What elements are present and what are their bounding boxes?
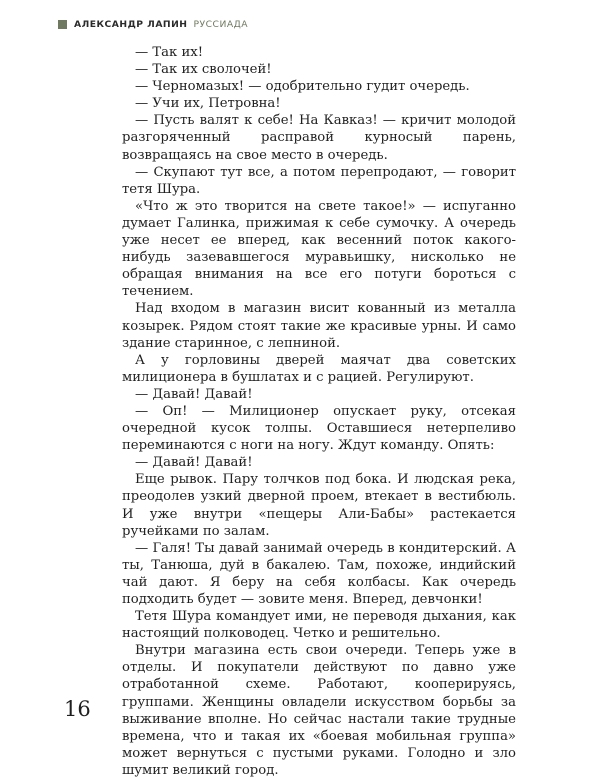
header-square-icon	[58, 20, 67, 29]
paragraph: Еще рывок. Пару толчков под бока. И людская река, преодолев узкий дверной проем, втекает в вестибюль. И уже внутри «пещеры Али-Бабы» растекается ручейками по залам.	[122, 472, 516, 539]
paragraph: — Так их сволочей!	[135, 62, 272, 78]
paragraph: А у горловины дверей маячат два советских милиционера в бушлатах и с рацией. Регулируют.	[122, 352, 516, 385]
paragraph: Тетя Шура командует ими, не переводя дыхания, как настоящий полководец. Четко и решительно.	[122, 609, 516, 642]
paragraph: — Скупают тут все, а потом перепродают, — говорит тетя Шура.	[122, 164, 516, 197]
paragraph: — Давай! Давай!	[135, 386, 253, 402]
running-head	[58, 19, 248, 30]
paragraph: — Так их!	[135, 45, 203, 60]
paragraph: «Что ж это творится на свете такое!» — испуганно думает Галинка, прижимая к себе сумочку. А очередь уже несет ее вперед, как весенний поток какого-нибудь зазевавшегося муравьишку, нисколько не обращая внимания на все его потуги бороться с течением.	[122, 198, 516, 300]
paragraph: — Черномазых! — одобрительно гудит очередь.	[135, 79, 470, 95]
paragraph: — Учи их, Петровна!	[135, 96, 281, 112]
paragraph: — Галя! Ты давай занимай очередь в кондитерский. А ты, Танюша, дуй в бакалею. Там, похоже, индийский чай дают. Я беру на себя колбасы. Как очередь подходить будет — зовите меня. Вперед, девчонки!	[122, 540, 516, 607]
paragraph: — Пусть валят к себе! На Кавказ! — кричит молодой разгоряченный расправой курносый парень, возвращаясь на свое место в очередь.	[122, 113, 516, 163]
paragraph: — Давай! Давай!	[135, 455, 253, 471]
paragraph: Над входом в магазин висит кованный из металла козырек. Рядом стоят такие же красивые урны. И само здание старинное, с лепниной.	[122, 301, 516, 351]
body-text	[122, 44, 516, 779]
header-book-title: РУССИАДА	[193, 19, 249, 30]
paragraph: Внутри магазина есть свои очереди. Теперь уже в отделы. И покупатели действуют по давно уже отработанной схеме. Работают, кооперируясь, группами. Женщины овладели искусством борьбы за выживание вполне. Но сейчас настали такие трудные времена, что и такая их «боевая мобильная группа» может вернуться с пустыми руками. Голодно и зло шумит великий город.	[122, 643, 516, 778]
page-number: 16	[64, 697, 91, 721]
paragraph: — Оп! — Милиционер опускает руку, отсекая очередной кусок толпы. Оставшиеся нетерпеливо переминаются с ноги на ногу. Ждут команду. Опять:	[122, 403, 516, 454]
header-author: АЛЕКСАНДР ЛАПИН	[74, 19, 188, 30]
